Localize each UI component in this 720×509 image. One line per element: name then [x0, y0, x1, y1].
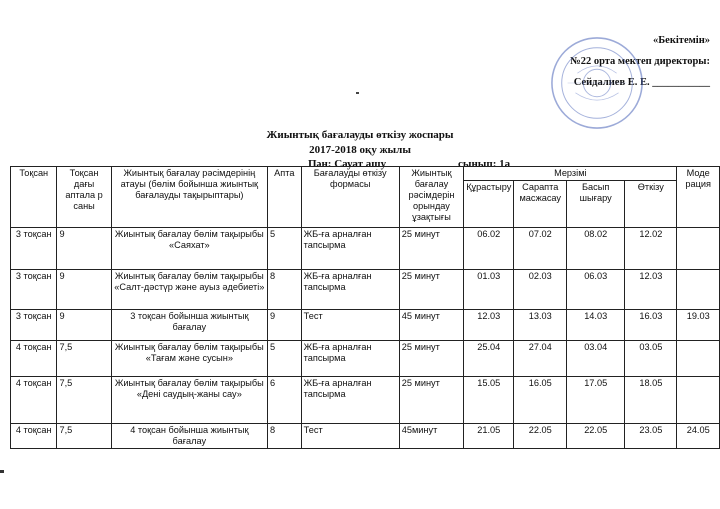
cell-week: 6 — [268, 377, 302, 424]
cell-review: 02.03 — [514, 270, 567, 310]
cell-procedure: 3 тоқсан бойынша жиынтық бағалау — [111, 310, 267, 341]
cell-quarter: 4 тоқсан — [11, 424, 57, 449]
cell-form: ЖБ-ға арналған тапсырма — [301, 270, 399, 310]
cell-conduct: 03.05 — [625, 341, 677, 377]
cell-quarter: 3 тоқсан — [11, 310, 57, 341]
cell-print: 03.04 — [567, 341, 625, 377]
scan-mark — [0, 470, 4, 473]
cell-print: 06.03 — [567, 270, 625, 310]
cell-moderation: 24.05 — [677, 424, 720, 449]
cell-conduct: 23.05 — [625, 424, 677, 449]
cell-moderation — [677, 341, 720, 377]
cell-weeks: 9 — [57, 270, 111, 310]
cell-week: 5 — [268, 341, 302, 377]
header-weeks: Тоқсан дағы аптала р саны — [57, 167, 111, 228]
cell-review: 13.03 — [514, 310, 567, 341]
header-compose: Құрастыру — [464, 181, 514, 228]
approval-director-position: №22 орта мектеп директоры: — [570, 56, 710, 67]
cell-week: 9 — [268, 310, 302, 341]
cell-conduct: 12.03 — [625, 270, 677, 310]
cell-review: 27.04 — [514, 341, 567, 377]
cell-compose: 25.04 — [464, 341, 514, 377]
assessment-plan-table — [10, 166, 720, 449]
cell-quarter: 4 тоқсан — [11, 341, 57, 377]
cell-procedure: Жиынтық бағалау бөлім тақырыбы «Салт-дәстүр және ауыз әдебиеті» — [111, 270, 267, 310]
header-form: Бағалауды өткізу формасы — [301, 167, 399, 228]
cell-conduct: 12.02 — [625, 228, 677, 270]
cell-duration: 25 минут — [399, 377, 463, 424]
cell-weeks: 7,5 — [57, 341, 111, 377]
cell-moderation — [677, 377, 720, 424]
cell-form: Тест — [301, 424, 399, 449]
cell-procedure: Жиынтық бағалау бөлім тақырыбы «Тағам және сусын» — [111, 341, 267, 377]
cell-print: 08.02 — [567, 228, 625, 270]
cell-duration: 25 минут — [399, 270, 463, 310]
decorative-dot — [356, 92, 359, 94]
cell-weeks: 7,5 — [57, 377, 111, 424]
cell-weeks: 7,5 — [57, 424, 111, 449]
cell-weeks: 9 — [57, 228, 111, 270]
cell-conduct: 16.03 — [625, 310, 677, 341]
table-header-row — [11, 167, 720, 181]
document-title — [0, 128, 720, 158]
cell-quarter: 3 тоқсан — [11, 270, 57, 310]
table-row — [11, 270, 720, 310]
cell-print: 22.05 — [567, 424, 625, 449]
cell-conduct: 18.05 — [625, 377, 677, 424]
cell-print: 17.05 — [567, 377, 625, 424]
table-row — [11, 377, 720, 424]
cell-moderation: 19.03 — [677, 310, 720, 341]
approval-director-name: Сейдалиев Е. Е. ___________ — [573, 77, 710, 88]
table-row — [11, 310, 720, 341]
document-title-line2: 2017-2018 оқу жылы — [309, 144, 411, 156]
cell-compose: 15.05 — [464, 377, 514, 424]
cell-weeks: 9 — [57, 310, 111, 341]
cell-compose: 06.02 — [464, 228, 514, 270]
cell-week: 5 — [268, 228, 302, 270]
header-quarter: Тоқсан — [11, 167, 57, 228]
cell-duration: 45минут — [399, 424, 463, 449]
cell-review: 16.05 — [514, 377, 567, 424]
cell-print: 14.03 — [567, 310, 625, 341]
grade-label: сынып: 1а — [458, 158, 511, 170]
table-row — [11, 424, 720, 449]
header-deadlines: Мерзімі — [464, 167, 677, 181]
cell-form: ЖБ-ға арналған тапсырма — [301, 377, 399, 424]
approval-title: «Бекітемін» — [652, 35, 710, 46]
cell-duration: 25 минут — [399, 228, 463, 270]
document-title-line1: Жиынтық бағалауды өткізу жоспары — [266, 129, 454, 141]
cell-quarter: 3 тоқсан — [11, 228, 57, 270]
header-print: Басып шығару — [567, 181, 625, 228]
table-row — [11, 341, 720, 377]
cell-procedure: Жиынтық бағалау бөлім тақырыбы «Саяхат» — [111, 228, 267, 270]
cell-review: 07.02 — [514, 228, 567, 270]
cell-week: 8 — [268, 424, 302, 449]
header-duration: Жиынтық бағалау рәсімдерін орындау ұзақтығы — [399, 167, 463, 228]
cell-duration: 45 минут — [399, 310, 463, 341]
header-review: Сарапта масжасау — [514, 181, 567, 228]
cell-form: Тест — [301, 310, 399, 341]
header-procedure: Жиынтық бағалау рәсімдерінің атауы (бөлім бойынша жиынтық бағалауды тақырыптары) — [111, 167, 267, 228]
cell-duration: 25 минут — [399, 341, 463, 377]
cell-procedure: 4 тоқсан бойынша жиынтық бағалау — [111, 424, 267, 449]
school-stamp-icon — [548, 34, 646, 132]
header-moderation: Моде рация — [677, 167, 720, 228]
table-row — [11, 228, 720, 270]
cell-procedure: Жиынтық бағалау бөлім тақырыбы «Дені саудың-жаны сау» — [111, 377, 267, 424]
cell-quarter: 4 тоқсан — [11, 377, 57, 424]
cell-form: ЖБ-ға арналған тапсырма — [301, 341, 399, 377]
cell-compose: 01.03 — [464, 270, 514, 310]
header-conduct: Өткізу — [625, 181, 677, 228]
cell-moderation — [677, 228, 720, 270]
subject-label: Пән: Сауат ашу — [308, 158, 387, 170]
header-week: Апта — [268, 167, 302, 228]
cell-compose: 21.05 — [464, 424, 514, 449]
cell-week: 8 — [268, 270, 302, 310]
cell-review: 22.05 — [514, 424, 567, 449]
cell-compose: 12.03 — [464, 310, 514, 341]
cell-form: ЖБ-ға арналған тапсырма — [301, 228, 399, 270]
cell-moderation — [677, 270, 720, 310]
